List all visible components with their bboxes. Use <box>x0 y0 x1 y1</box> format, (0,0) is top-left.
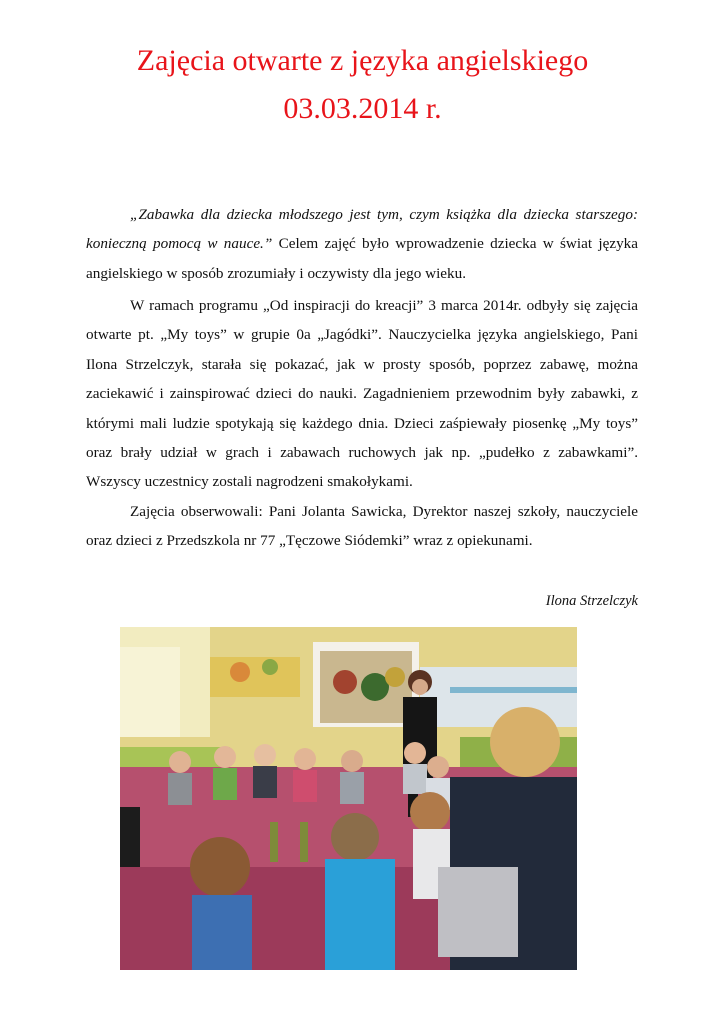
intro-quote: „Zabawka dla dziecka młodszego jest tym, czym książka dla dziecka starszego: konieczną pomocą w nauce.” <box>86 206 638 253</box>
classroom-photo <box>120 627 577 970</box>
paragraph-observers <box>86 497 638 556</box>
observers-text: Zajęcia obserwowali: Pani Jolanta Sawicka, Dyrektor naszej szkoły, nauczyciele oraz dzieci z Przedszkola nr 77 „Tęczowe Siódemki” wraz z opiekunami. <box>86 503 638 550</box>
paragraph-intro <box>86 200 638 288</box>
paragraph-program <box>86 291 638 497</box>
program-text: W ramach programu „Od inspiracji do kreacji” 3 marca 2014r. odbyły się zajęcia otwarte pt. „My toys” w grupie 0a „Jagódki”. Nauczycielka języka angielskiego, Pani Ilona Strzelczyk, starała się pokazać, jak w prosty sposób, poprzez zabawę, można zaciekawić i zainspirować dzieci do nauki. Zagadnieniem przewodnim były zabawki, z którymi mali ludzie spotykają się każdego dnia. Dzieci zaśpiewały piosenkę „My toys” oraz brały udział w grach i zabawach ruchowych jak np. „pudełko z zabawkami”. Wszyscy uczestnicy zostali nagrodzeni smakołykami. <box>86 297 638 491</box>
classroom-photo-illustration <box>120 627 577 970</box>
intro-text: Celem zajęć było wprowadzenie dziecka w świat języka angielskiego w sposób zrozumiały i oczywisty dla jego wieku. <box>86 235 638 282</box>
document-title: Zajęcia otwarte z języka angielskiego <box>136 44 589 77</box>
document-date: 03.03.2014 r. <box>283 92 442 125</box>
author-signature: Ilona Strzelczyk <box>545 593 638 609</box>
